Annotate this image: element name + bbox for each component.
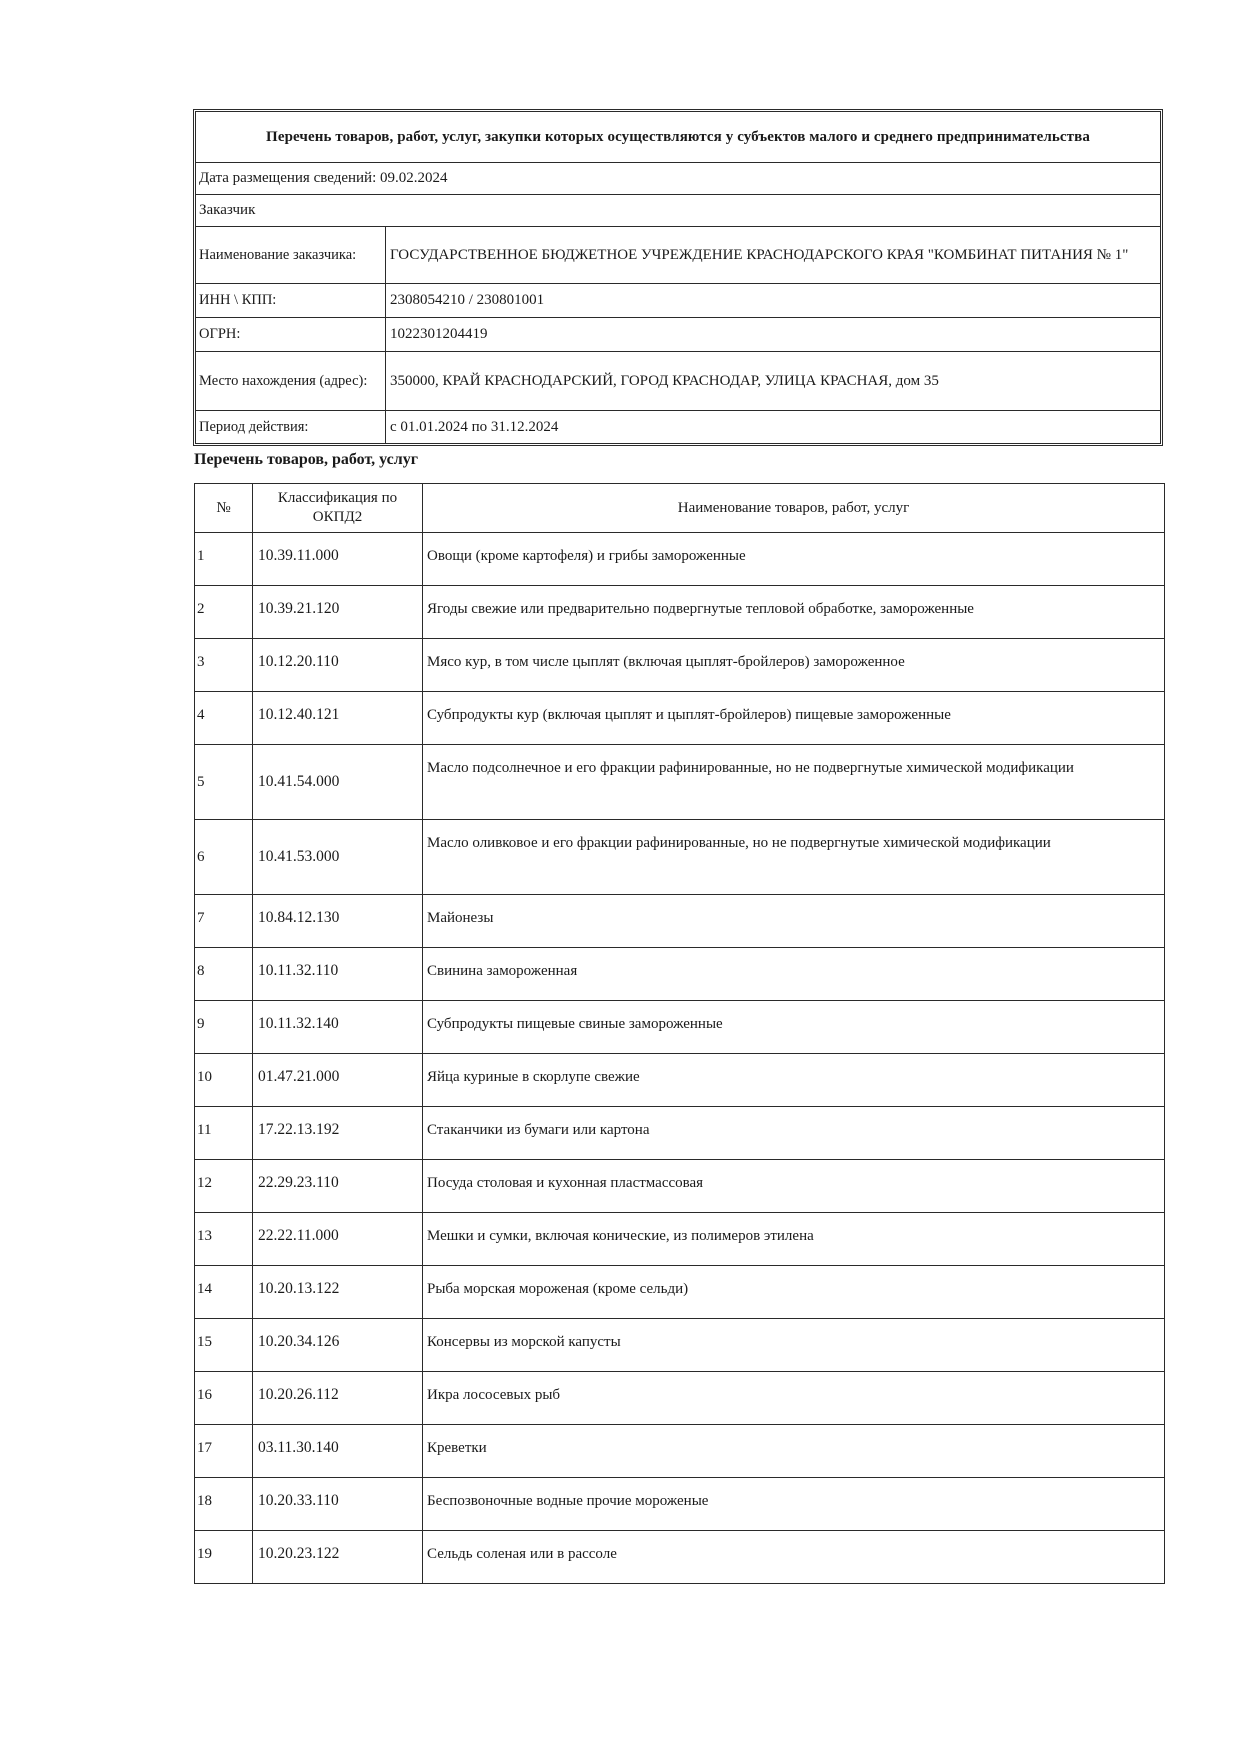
row-okpd2-code: 10.20.34.126 [253,1319,423,1372]
row-okpd2-code: 10.84.12.130 [253,895,423,948]
row-item-name: Мешки и сумки, включая конические, из полимеров этилена [423,1213,1165,1266]
row-item-name: Овощи (кроме картофеля) и грибы замороженные [423,533,1165,586]
row-item-name: Мясо кур, в том числе цыплят (включая цыплят-бройлеров) замороженное [423,639,1165,692]
row-item-name: Рыба морская мороженая (кроме сельди) [423,1266,1165,1319]
list-title: Перечень товаров, работ, услуг [194,451,418,468]
table-row [195,1425,1165,1478]
row-number: 19 [195,1531,253,1584]
table-row [195,639,1165,692]
column-header-number: № [195,484,253,533]
document-title: Перечень товаров, работ, услуг, закупки которых осуществляются у субъектов малого и среднего предпринимательства [196,112,1160,163]
column-header-okpd2: Классификация по ОКПД2 [253,484,423,533]
row-okpd2-code: 10.11.32.110 [253,948,423,1001]
row-okpd2-code: 22.22.11.000 [253,1213,423,1266]
table-row [195,1372,1165,1425]
customer-name-row [196,227,1160,284]
row-number: 16 [195,1372,253,1425]
table-row [195,586,1165,639]
row-okpd2-code: 10.39.11.000 [253,533,423,586]
table-row [195,1319,1165,1372]
row-okpd2-code: 10.39.21.120 [253,586,423,639]
row-okpd2-code: 01.47.21.000 [253,1054,423,1107]
row-okpd2-code: 10.20.23.122 [253,1531,423,1584]
row-number: 5 [195,745,253,820]
row-item-name: Масло оливковое и его фракции рафинированные, но не подвергнутые химической модификации [423,820,1165,895]
publication-date: Дата размещения сведений: 09.02.2024 [199,170,448,186]
row-number: 17 [195,1425,253,1478]
row-okpd2-code: 22.29.23.110 [253,1160,423,1213]
table-row [195,692,1165,745]
table-row [195,1266,1165,1319]
row-item-name: Субпродукты пищевые свиные замороженные [423,1001,1165,1054]
address-value: 350000, КРАЙ КРАСНОДАРСКИЙ, ГОРОД КРАСНОДАР, УЛИЦА КРАСНАЯ, дом 35 [390,372,939,389]
row-okpd2-code: 10.20.13.122 [253,1266,423,1319]
row-okpd2-code: 10.20.26.112 [253,1372,423,1425]
table-row [195,1001,1165,1054]
row-number: 2 [195,586,253,639]
table-row [195,1160,1165,1213]
row-number: 18 [195,1478,253,1531]
inn-kpp-row [196,284,1160,318]
row-number: 10 [195,1054,253,1107]
row-okpd2-code: 03.11.30.140 [253,1425,423,1478]
row-item-name: Беспозвоночные водные прочие мороженые [423,1478,1165,1531]
ogrn-label: ОГРН: [196,318,386,351]
table-row [195,895,1165,948]
customer-info-block [193,109,1163,446]
table-row [195,1478,1165,1531]
table-row [195,1213,1165,1266]
table-row [195,820,1165,895]
validity-period-value: с 01.01.2024 по 31.12.2024 [390,418,559,435]
row-okpd2-code: 10.41.53.000 [253,820,423,895]
inn-kpp-label: ИНН \ КПП: [196,284,386,317]
row-number: 15 [195,1319,253,1372]
items-table [194,483,1165,1584]
table-row [195,1531,1165,1584]
row-number: 9 [195,1001,253,1054]
table-row [195,533,1165,586]
row-number: 13 [195,1213,253,1266]
inn-kpp-value: 2308054210 / 230801001 [390,292,545,308]
row-number: 7 [195,895,253,948]
row-item-name: Креветки [423,1425,1165,1478]
table-row [195,1107,1165,1160]
row-item-name: Майонезы [423,895,1165,948]
customer-heading-row [196,195,1160,227]
row-okpd2-code: 10.20.33.110 [253,1478,423,1531]
row-item-name: Масло подсолнечное и его фракции рафинированные, но не подвергнутые химической модификации [423,745,1165,820]
table-row [195,1054,1165,1107]
row-okpd2-code: 17.22.13.192 [253,1107,423,1160]
table-row [195,948,1165,1001]
row-item-name: Стаканчики из бумаги или картона [423,1107,1165,1160]
row-item-name: Ягоды свежие или предварительно подвергнутые тепловой обработке, замороженные [423,586,1165,639]
validity-period-label: Период действия: [196,411,386,443]
row-item-name: Консервы из морской капусты [423,1319,1165,1372]
row-item-name: Яйца куриные в скорлупе свежие [423,1054,1165,1107]
row-number: 11 [195,1107,253,1160]
row-number: 1 [195,533,253,586]
table-header-row [195,484,1165,533]
row-item-name: Посуда столовая и кухонная пластмассовая [423,1160,1165,1213]
table-row [195,745,1165,820]
validity-period-row [196,411,1160,443]
address-row [196,352,1160,411]
row-okpd2-code: 10.11.32.140 [253,1001,423,1054]
row-item-name: Икра лососевых рыб [423,1372,1165,1425]
row-item-name: Свинина замороженная [423,948,1165,1001]
row-okpd2-code: 10.12.40.121 [253,692,423,745]
address-label: Место нахождения (адрес): [196,352,386,410]
row-item-name: Субпродукты кур (включая цыплят и цыплят-бройлеров) пищевые замороженные [423,692,1165,745]
ogrn-value: 1022301204419 [390,326,488,342]
row-number: 4 [195,692,253,745]
row-okpd2-code: 10.12.20.110 [253,639,423,692]
row-number: 3 [195,639,253,692]
row-okpd2-code: 10.41.54.000 [253,745,423,820]
row-number: 14 [195,1266,253,1319]
row-number: 12 [195,1160,253,1213]
publication-date-row [196,163,1160,195]
column-header-name: Наименование товаров, работ, услуг [423,484,1165,533]
customer-heading: Заказчик [199,202,256,218]
row-number: 6 [195,820,253,895]
row-item-name: Сельдь соленая или в рассоле [423,1531,1165,1584]
customer-name-label: Наименование заказчика: [196,227,386,283]
customer-name-value: ГОСУДАРСТВЕННОЕ БЮДЖЕТНОЕ УЧРЕЖДЕНИЕ КРАСНОДАРСКОГО КРАЯ "КОМБИНАТ ПИТАНИЯ № 1" [390,246,1129,263]
row-number: 8 [195,948,253,1001]
ogrn-row [196,318,1160,352]
